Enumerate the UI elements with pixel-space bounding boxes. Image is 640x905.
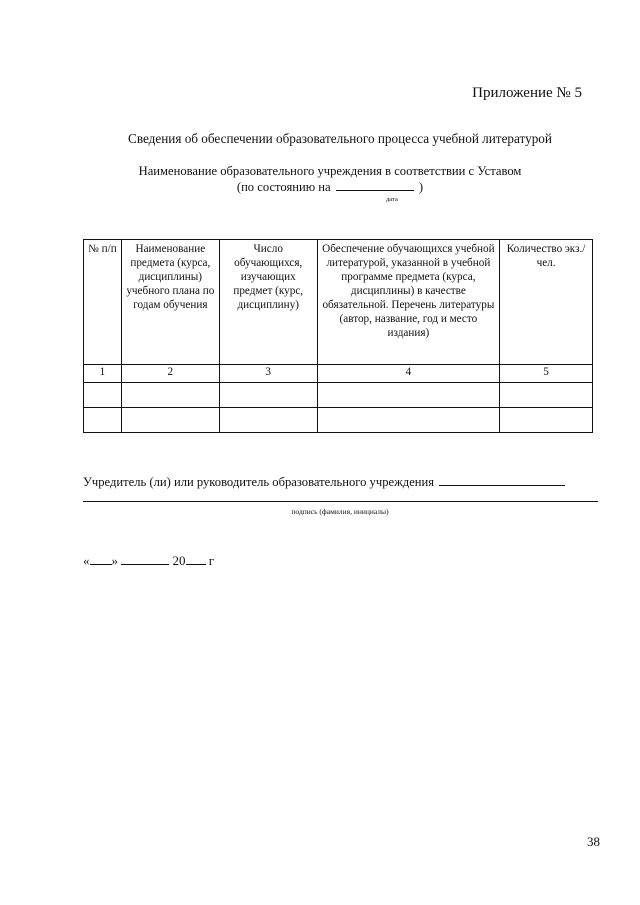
empty-cell[interactable] bbox=[219, 408, 317, 433]
header-cell-quantity: Количество экз./чел. bbox=[500, 240, 593, 365]
date-close-quote: » bbox=[111, 553, 118, 568]
as-of-date-blank bbox=[336, 180, 414, 191]
empty-cell[interactable] bbox=[84, 408, 122, 433]
page-number: 38 bbox=[587, 834, 600, 849]
signing-date-line bbox=[83, 553, 214, 569]
empty-cell[interactable] bbox=[219, 383, 317, 408]
document-subtitle: Наименование образовательного учреждения в соответствии с Уставом bbox=[138, 164, 522, 178]
year-suffix: г bbox=[208, 553, 215, 568]
column-number-cell: 1 bbox=[84, 365, 122, 383]
founder-line bbox=[83, 475, 565, 490]
column-number-cell: 2 bbox=[121, 365, 219, 383]
column-number-cell: 5 bbox=[500, 365, 593, 383]
year-prefix: 20 bbox=[172, 553, 186, 568]
empty-cell[interactable] bbox=[121, 408, 219, 433]
signature-caption: подпись (фамилия, инициалы) bbox=[291, 507, 389, 516]
header-cell-number: № п/п bbox=[84, 240, 122, 365]
header-cell-literature: Обеспечение обучающихся учебной литературой, указанной в учебной программе предмета (курса, дисциплины) в качестве обязательной. Перечень литературы (автор, название, год и место издания) bbox=[317, 240, 499, 365]
table-column-number-row bbox=[84, 365, 593, 383]
table-row bbox=[84, 408, 593, 433]
day-blank[interactable] bbox=[90, 554, 112, 565]
as-of-date-line bbox=[0, 180, 640, 195]
empty-cell[interactable] bbox=[121, 383, 219, 408]
empty-cell[interactable] bbox=[317, 408, 499, 433]
as-of-date-prefix: (по состоянию на bbox=[236, 180, 331, 194]
year-blank[interactable] bbox=[186, 554, 206, 565]
table-header-row bbox=[84, 240, 593, 365]
column-number-cell: 3 bbox=[219, 365, 317, 383]
column-number-cell: 4 bbox=[317, 365, 499, 383]
empty-cell[interactable] bbox=[317, 383, 499, 408]
document-title: Сведения об обеспечении образовательного процесса учебной литературой bbox=[128, 131, 552, 146]
as-of-date-suffix: ) bbox=[418, 180, 424, 194]
signature-line[interactable] bbox=[83, 501, 598, 502]
literature-table bbox=[83, 239, 593, 433]
date-open-quote: « bbox=[83, 553, 90, 568]
empty-cell[interactable] bbox=[500, 383, 593, 408]
table-row bbox=[84, 383, 593, 408]
empty-cell[interactable] bbox=[500, 408, 593, 433]
month-blank[interactable] bbox=[121, 554, 169, 565]
header-cell-students: Число обучающихся, изучающих предмет (курс, дисциплину) bbox=[219, 240, 317, 365]
founder-signature-blank[interactable] bbox=[439, 475, 565, 486]
appendix-label: Приложение № 5 bbox=[472, 85, 582, 101]
header-cell-subject: Наименование предмета (курса, дисциплины) учебного плана по годам обучения bbox=[121, 240, 219, 365]
as-of-date-caption: дата bbox=[386, 196, 398, 203]
empty-cell[interactable] bbox=[84, 383, 122, 408]
founder-label: Учредитель (ли) или руководитель образовательного учреждения bbox=[83, 475, 435, 489]
